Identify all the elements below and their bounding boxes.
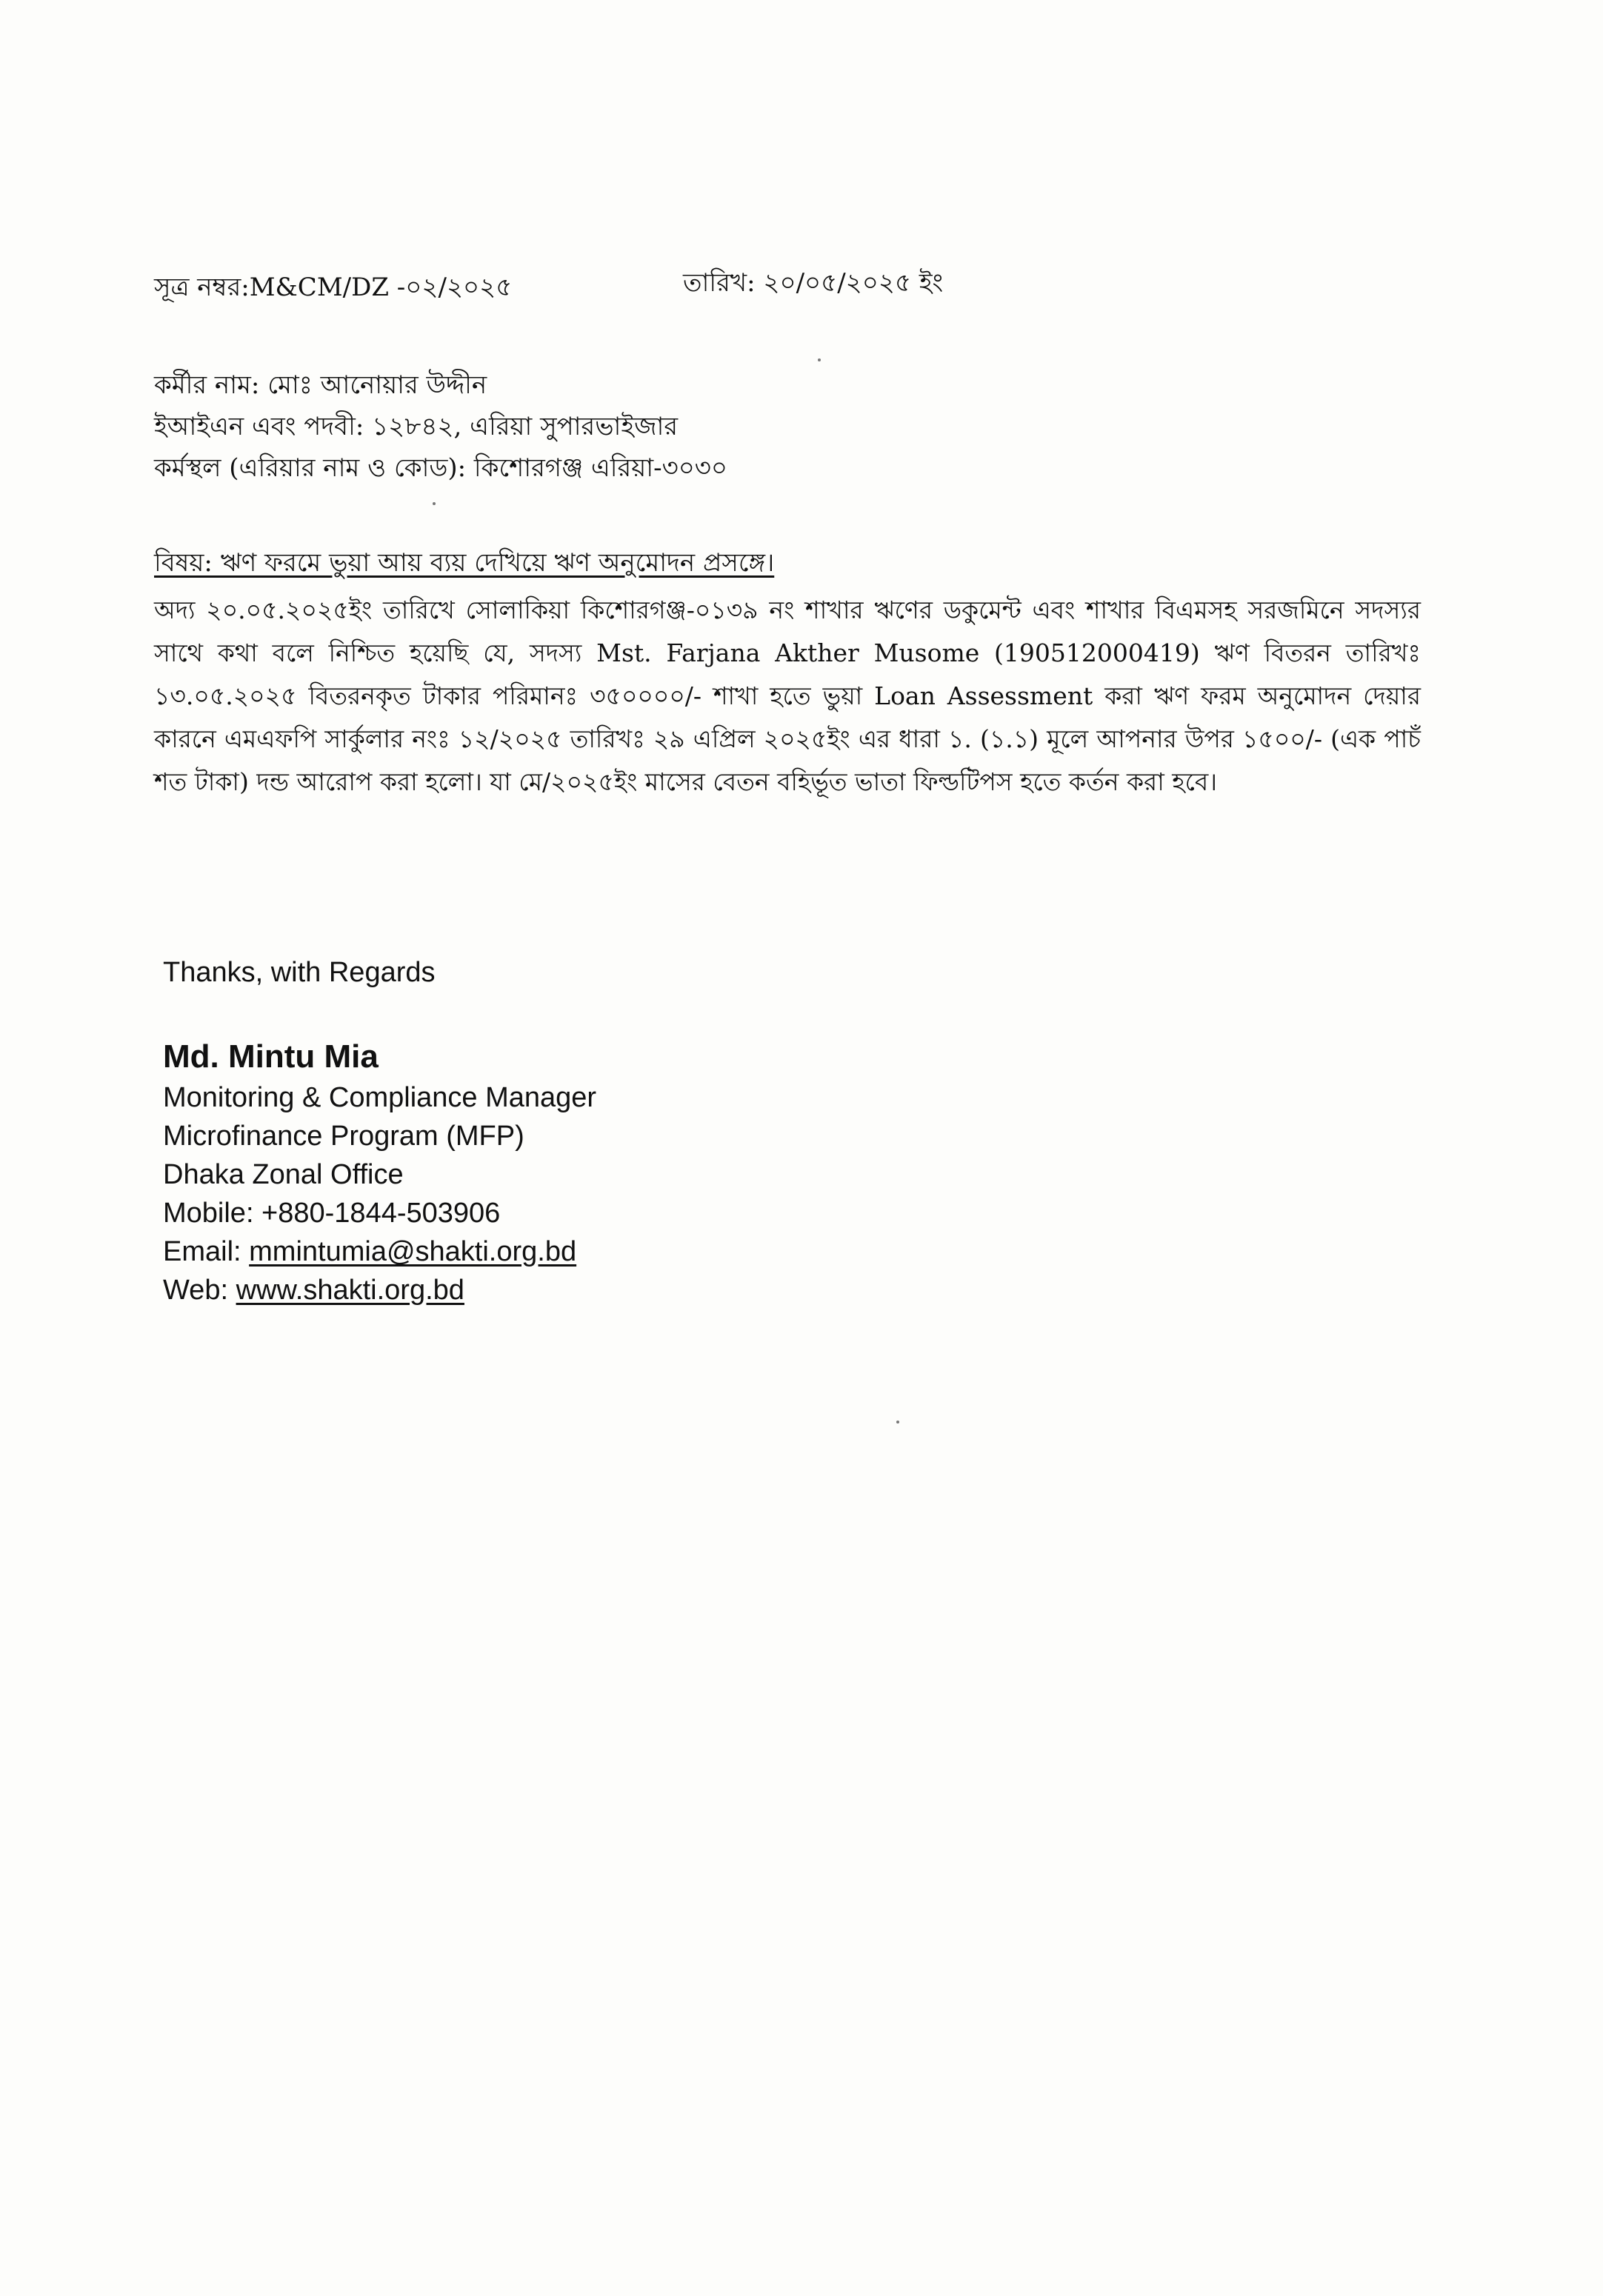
letter-subject: বিষয়: ঋণ ফরমে ভুয়া আয় ব্যয় দেখিয়ে ঋণ অনুমোদন প্রসঙ্গে।: [154, 548, 775, 578]
signatory-title: Monitoring & Compliance Manager: [163, 1082, 597, 1113]
signatory-mobile: Mobile: +880-1844-503906: [163, 1198, 501, 1229]
letter-date: তারিখ: ২০/০৫/২০২৫ ইং: [683, 268, 944, 298]
employee-workplace: কর্মস্থল (এরিয়ার নাম ও কোড): কিশোরগঞ্জ এরিয়া-৩০৩০: [154, 453, 728, 483]
paper-speck: [433, 502, 436, 505]
signatory-name: Md. Mintu Mia: [163, 1038, 379, 1075]
recipient-block: [154, 364, 727, 489]
signature-block: [163, 1035, 596, 1309]
paper-speck: [818, 358, 821, 361]
signatory-office: Dhaka Zonal Office: [163, 1159, 404, 1190]
web-label: Web:: [163, 1275, 236, 1306]
email-link[interactable]: mmintumia@shakti.org.bd: [249, 1236, 577, 1267]
signatory-program: Microfinance Program (MFP): [163, 1121, 524, 1152]
signatory-email-row: [163, 1232, 596, 1271]
email-label: Email:: [163, 1236, 250, 1267]
reference-number: সূত্র নম্বর:M&CM/DZ -০২/২০২৫: [154, 273, 513, 302]
signatory-web-row: [163, 1271, 596, 1309]
employee-name: কর্মীর নাম: মোঃ আনোয়ার উদ্দীন: [154, 370, 487, 400]
letter-body: অদ্য ২০.০৫.২০২৫ইং তারিখে সোলাকিয়া কিশোরগঞ্জ-০১৩৯ নং শাখার ঋণের ডকুমেন্ট এবং শাখার বিএমসহ সরজমিনে সদস্যর সাথে কথা বলে নিশ্চিত হয়েছি যে, সদস্য Mst. Farjana Akther Musome (190512000419) ঋণ বিতরন তারিখঃ ১৩.০৫.২০২৫ বিতরনকৃত টাকার পরিমানঃ ৩৫০০০০/- শাখা হতে ভুয়া Loan Assessment করা ঋণ ফরম অনুমোদন দেয়ার কারনে এমএফপি সার্কুলার নংঃ ১২/২০২৫ তারিখঃ ২৯ এপ্রিল ২০২৫ইং এর ধারা ১. (১.১) মূলে আপনার উপর ১৫০০/- (এক পাচঁ শত টাকা) দন্ড আরোপ করা হলো। যা মে/২০২৫ইং মাসের বেতন বহির্ভূত ভাতা ফিল্ডটিপস হতে কর্তন করা হবে।: [154, 595, 1421, 796]
employee-ein-designation: ইআইএন এবং পদবী: ১২৮৪২, এরিয়া সুপারভাইজার: [154, 412, 679, 441]
closing-salutation: Thanks, with Regards: [163, 957, 436, 988]
web-link[interactable]: www.shakti.org.bd: [236, 1275, 464, 1306]
paper-speck: [896, 1421, 899, 1424]
